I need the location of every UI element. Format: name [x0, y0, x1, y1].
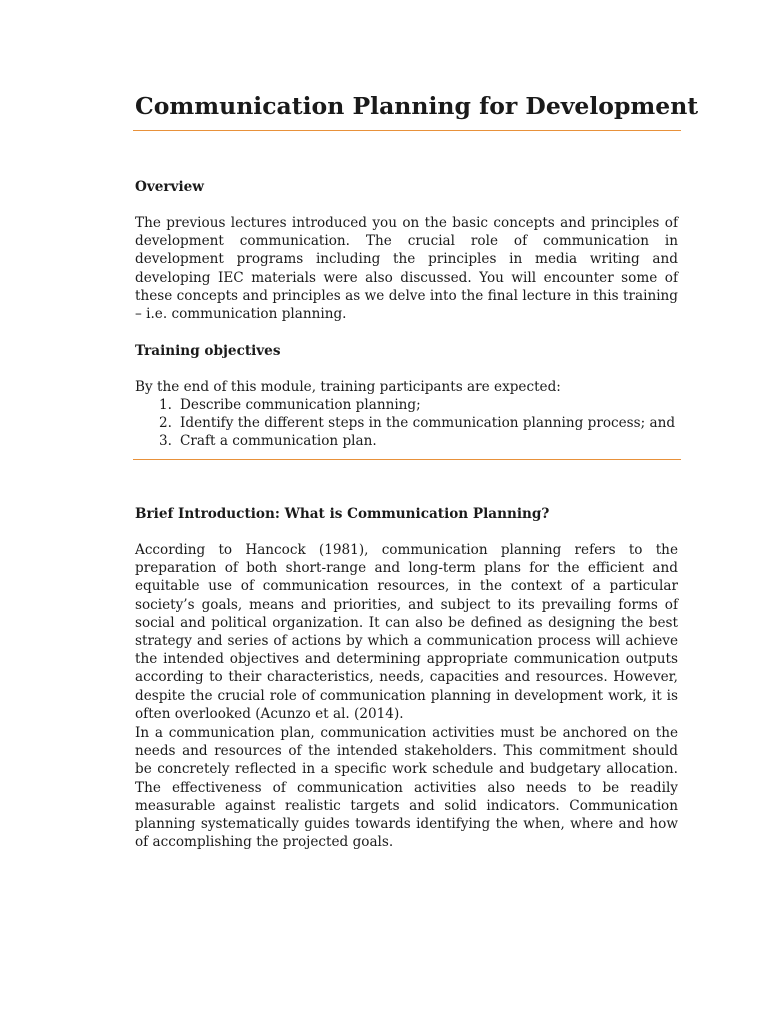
list-item — [135, 396, 681, 414]
list-item-number: 1. — [159, 397, 172, 413]
objectives-intro: By the end of this module, training participants are expected: — [135, 379, 561, 395]
objectives-divider — [133, 459, 681, 460]
objectives-heading: Training objectives — [135, 343, 281, 359]
list-item — [135, 432, 681, 450]
list-item-text: Identify the different steps in the communication planning process; and — [180, 415, 676, 432]
page-title: Communication Planning for Development — [135, 92, 699, 120]
introduction-paragraph-1: According to Hancock (1981), communication planning refers to the preparation of both short-range and long-term plans for the efficient and equitable use of communication resources, in the context of a particular society’s goals, means and priorities, and subject to its prevailing forms of social and political organization. It can also be defined as designing the best strategy and series of actions by which a communication process will achieve the intended objectives and determining appropriate communication outputs according to their characteristics, needs, capacities and resources. However, despite the crucial role of communication planning in development work, it is often overlooked (Acunzo et al. (2014). — [135, 542, 678, 722]
list-item-number: 3. — [159, 433, 172, 450]
overview-heading: Overview — [135, 179, 204, 195]
introduction-heading: Brief Introduction: What is Communication Planning? — [135, 506, 550, 522]
list-item-text: Describe communication planning; — [180, 397, 421, 413]
introduction-paragraph-2: In a communication plan, communication activities must be anchored on the needs and resources of the intended stakeholders. This commitment should be concretely reflected in a specific work schedule and budgetary allocation. The effectiveness of communication activities also needs to be readily measurable against realistic targets and solid indicators. Communication planning systematically guides towards identifying the when, where and how of accomplishing the projected goals. — [135, 725, 678, 851]
objectives-list — [135, 396, 681, 451]
list-item-number: 2. — [159, 415, 172, 432]
list-item — [135, 414, 681, 432]
title-divider — [133, 130, 681, 131]
list-item-text: Craft a communication plan. — [180, 433, 377, 450]
overview-paragraph: The previous lectures introduced you on the basic concepts and principles of development communication. The crucial role of communication in development programs including the principles in media writing and developing IEC materials were also discussed. You will encounter some of these concepts and principles as we delve into the final lecture in this training – i.e. communication planning. — [135, 215, 678, 323]
